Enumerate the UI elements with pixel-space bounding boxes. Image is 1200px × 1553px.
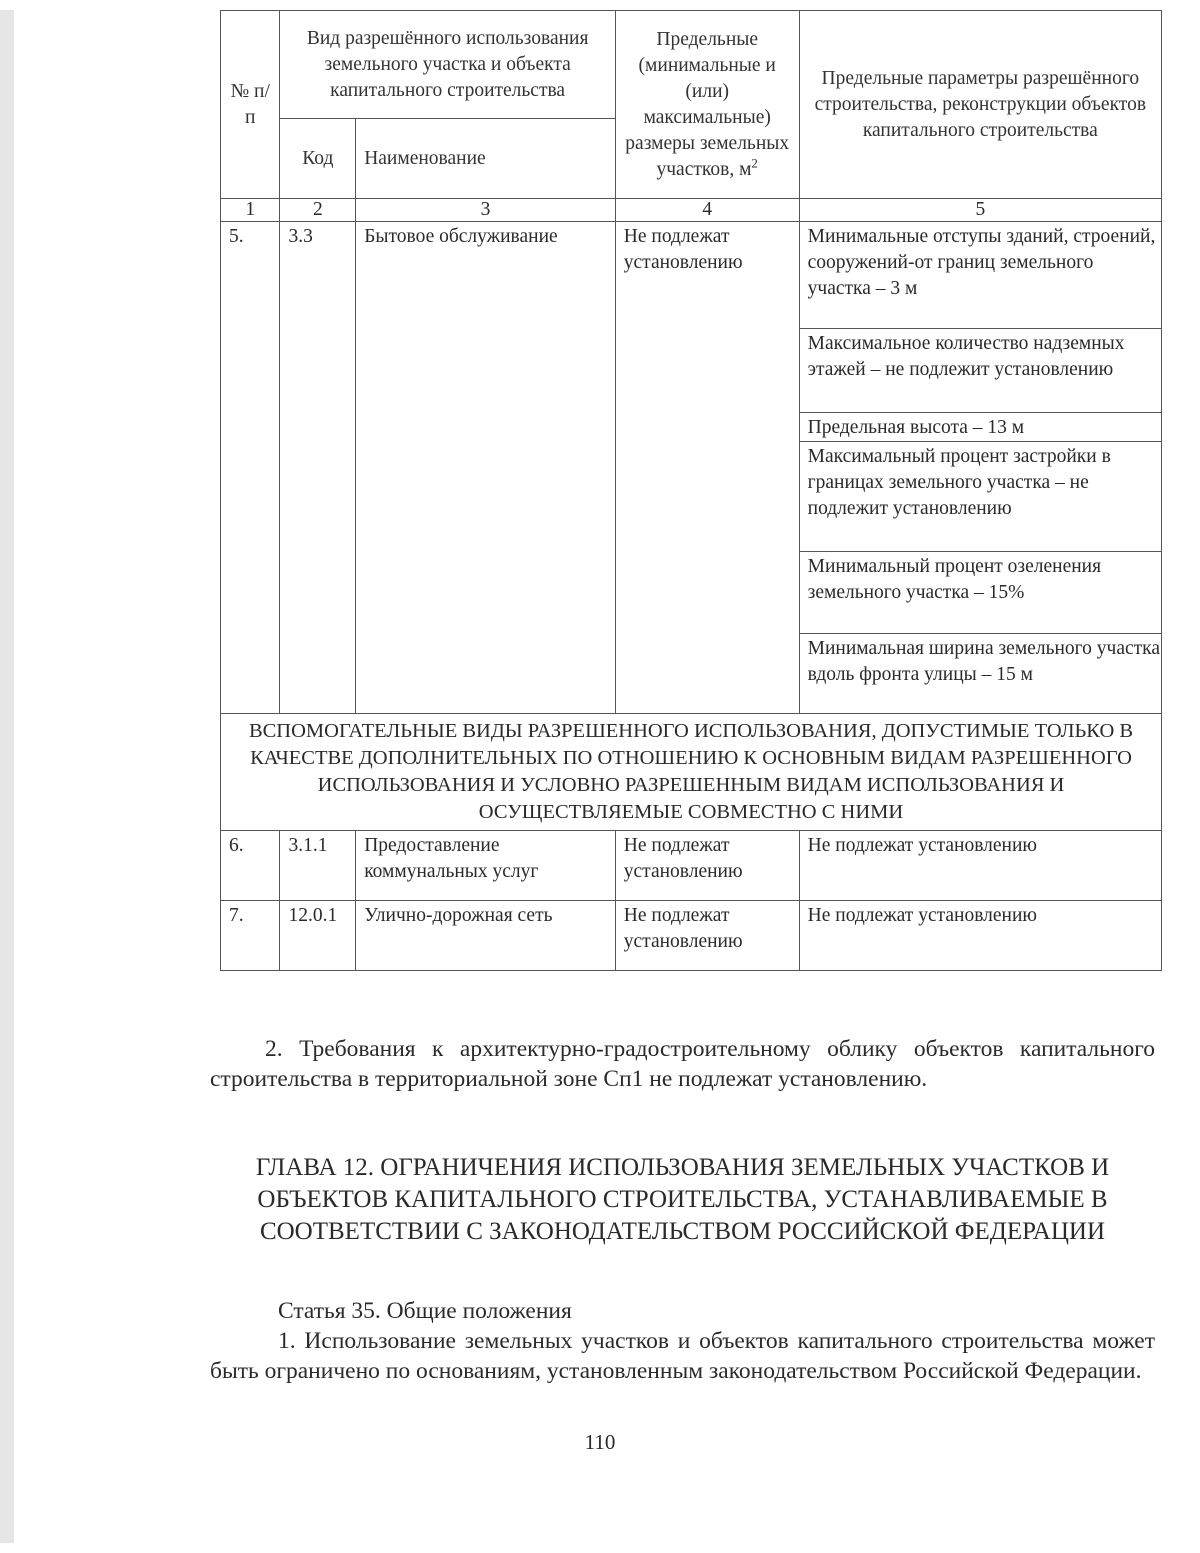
row-code: 3.3 [280, 222, 356, 714]
row-code: 3.1.1 [280, 831, 356, 901]
param-floors: Максимальное количество надземных этажей – не подлежит установлению [800, 328, 1161, 412]
param-height: Предельная высота – 13 м [800, 412, 1161, 441]
paragraph-2: 2. Требования к архитектурно-градостроительному облику объектов капитального строительства в территориальной зоне Сп1 не подлежат установлению. [210, 1036, 1155, 1092]
row-name: Предоставление коммунальных услуг [356, 831, 616, 901]
article-paragraph-1: 1. Использование земельных участков и объектов капитального строительства может быть ограничено по основаниям, установленным законодательством Российской Федерации. [210, 1328, 1155, 1384]
aux-heading: ВСПОМОГАТЕЛЬНЫЕ ВИДЫ РАЗРЕШЕННОГО ИСПОЛЬЗОВАНИЯ, ДОПУСТИМЫЕ ТОЛЬКО В КАЧЕСТВЕ ДОПОЛНИТЕЛЬНЫХ ПО ОТНОШЕНИЮ К ОСНОВНЫМ ВИДАМ РАЗРЕШЕННОГО ИСПОЛЬЗОВАНИЯ И УСЛОВНО РАЗРЕШЕННЫМ ВИДАМ ИСПОЛЬЗОВАНИЯ И ОСУЩЕСТВЛЯЕМЫЕ СОВМЕСТНО С НИМИ [221, 714, 1162, 831]
table-row [221, 222, 1162, 714]
header-params: Предельные параметры разрешённого строительства, реконструкции объектов капитального строительства [799, 11, 1161, 199]
col-number-3: 3 [356, 199, 616, 222]
col-number-2: 2 [280, 199, 356, 222]
table-row [221, 901, 1162, 971]
header-name: Наименование [356, 119, 616, 199]
header-vid: Вид разрешённого использования земельного участка и объекта капитального строительства [280, 11, 615, 119]
row-num: 6. [221, 831, 280, 901]
table-row [221, 831, 1162, 901]
param-greenery: Минимальный процент озеленения земельного участка – 15% [800, 551, 1161, 633]
header-code: Код [280, 119, 356, 199]
scan-edge-shadow [0, 10, 14, 1543]
param-coverage: Максимальный процент застройки в границах земельного участка – не подлежит установлению [800, 441, 1161, 551]
row-num: 7. [221, 901, 280, 971]
row-name: Бытовое обслуживание [356, 222, 616, 714]
row-size: Не подлежат установлению [615, 222, 799, 714]
chapter-title: ГЛАВА 12. ОГРАНИЧЕНИЯ ИСПОЛЬЗОВАНИЯ ЗЕМЕЛЬНЫХ УЧАСТКОВ И ОБЪЕКТОВ КАПИТАЛЬНОГО СТРОИТЕЛЬСТВА, УСТАНАВЛИВАЕМЫЕ В СООТВЕТСТВИИ С ЗАКОНОДАТЕЛЬСТВОМ РОССИЙСКОЙ ФЕДЕРАЦИИ [255, 1154, 1110, 1245]
row-num: 5. [221, 222, 280, 714]
row-name: Улично-дорожная сеть [356, 901, 616, 971]
header-size-text: Предельные (минимальные и (или) максимальные) размеры земельных участков, м [625, 28, 790, 180]
row-size: Не подлежат установлению [615, 901, 799, 971]
row-params: Не подлежат установлению [799, 831, 1161, 901]
col-number-1: 1 [221, 199, 280, 222]
header-size-sup: 2 [751, 155, 758, 170]
article-title: Статья 35. Общие положения [278, 1298, 572, 1324]
row-params: Не подлежат установлению [799, 901, 1161, 971]
col-number-5: 5 [799, 199, 1161, 222]
row-size: Не подлежат установлению [615, 831, 799, 901]
header-size [615, 11, 799, 199]
page-number: 110 [584, 1430, 616, 1454]
header-num: № п/п [221, 11, 280, 199]
row-params [799, 222, 1161, 714]
land-use-table [220, 10, 1162, 971]
row-code: 12.0.1 [280, 901, 356, 971]
param-setbacks: Минимальные отступы зданий, строений, сооружений-от границ земельного участка – 3 м [800, 222, 1161, 328]
col-number-4: 4 [615, 199, 799, 222]
param-width: Минимальная ширина земельного участка вдоль фронта улицы – 15 м [807, 637, 1161, 685]
